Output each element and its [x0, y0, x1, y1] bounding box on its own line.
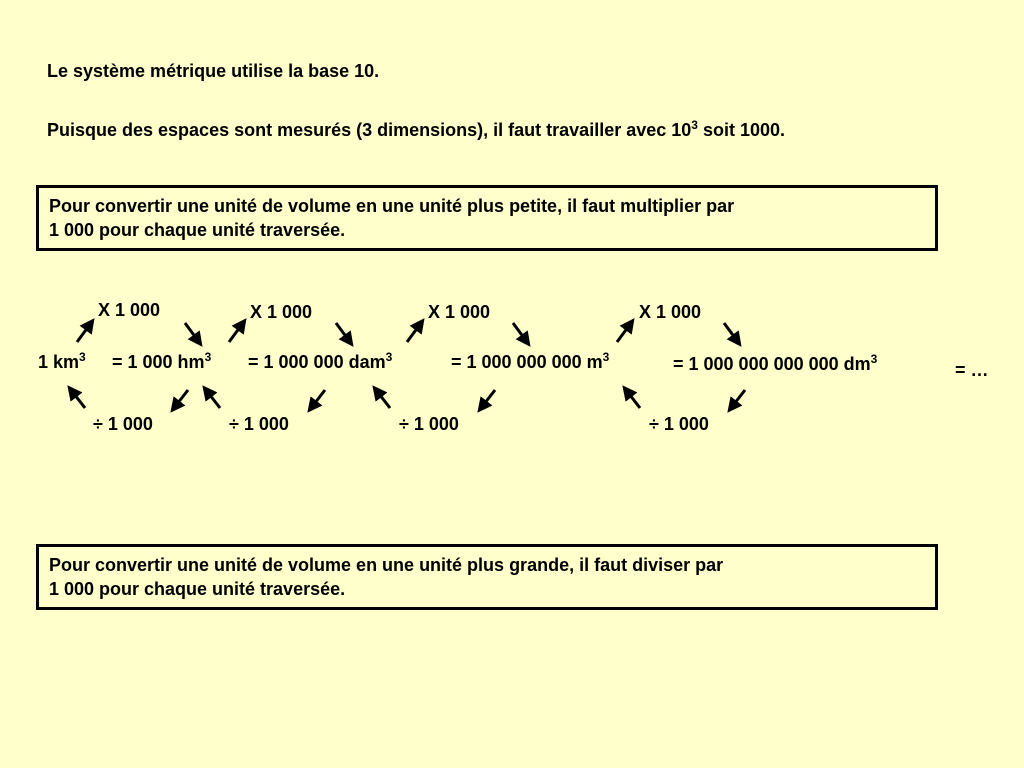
rule-box-smaller-line-2: 1 000 pour chaque unité traversée. [49, 220, 346, 240]
multiply-label-3: X 1 000 [428, 302, 491, 322]
rule-box-larger-line-2: 1 000 pour chaque unité traversée. [49, 579, 346, 599]
intro-line-2-suffix: soit 1000. [697, 120, 786, 140]
divide-arrow-down-2 [311, 390, 325, 408]
divide-label-2: ÷ 1 000 [229, 414, 289, 434]
unit-hm3-exponent: 3 [204, 350, 212, 364]
divide-label-3: ÷ 1 000 [399, 414, 459, 434]
intro-line-2-exponent: 3 [691, 118, 698, 132]
multiply-arrow-up-3 [407, 323, 421, 342]
unit-km3-exponent: 3 [79, 350, 86, 364]
unit-dm3-exponent: 3 [870, 352, 878, 366]
intro-line-1: Le système métrique utilise la base 10. [47, 61, 380, 81]
divide-arrow-up-3 [376, 390, 390, 408]
multiply-arrow-down-2 [336, 323, 350, 342]
multiply-arrow-down-1 [185, 323, 199, 342]
intro-line-2-text: Puisque des espaces sont mesurés (3 dimensions), il faut travailler avec 10 [47, 120, 692, 140]
divide-label-1: ÷ 1 000 [93, 414, 153, 434]
multiply-arrow-up-1 [77, 323, 91, 342]
rule-box-smaller-line-1: Pour convertir une unité de volume en une unité plus petite, il faut multiplier par [49, 196, 735, 216]
divide-arrow-up-1 [71, 390, 85, 408]
multiply-label-4: X 1 000 [639, 302, 702, 322]
divide-arrow-down-4 [731, 390, 745, 408]
multiply-arrow-up-4 [617, 323, 631, 342]
rule-box-larger-unit [36, 544, 938, 610]
multiply-label-2: X 1 000 [250, 302, 313, 322]
multiply-arrow-up-2 [229, 323, 243, 342]
divide-arrow-down-1 [174, 390, 188, 408]
multiply-arrow-down-4 [724, 323, 738, 342]
multiply-label-1: X 1 000 [98, 300, 161, 320]
unit-dam3-text: = 1 000 000 dam [248, 352, 386, 372]
multiply-arrow-down-3 [513, 323, 527, 342]
divide-arrow-up-4 [626, 390, 640, 408]
unit-m3-exponent: 3 [602, 350, 610, 364]
divide-arrow-up-2 [206, 390, 220, 408]
unit-dm3-text: = 1 000 000 000 000 dm [673, 354, 871, 374]
rule-box-larger-line-1: Pour convertir une unité de volume en une unité plus grande, il faut diviser par [49, 555, 724, 575]
unit-dam3-exponent: 3 [385, 350, 393, 364]
unit-km3-text: 1 km [38, 352, 80, 372]
divide-arrow-down-3 [481, 390, 495, 408]
unit-hm3-text: = 1 000 hm [112, 352, 205, 372]
divide-label-4: ÷ 1 000 [649, 414, 709, 434]
ellipsis: = … [955, 360, 989, 380]
unit-m3-text: = 1 000 000 000 m [451, 352, 603, 372]
